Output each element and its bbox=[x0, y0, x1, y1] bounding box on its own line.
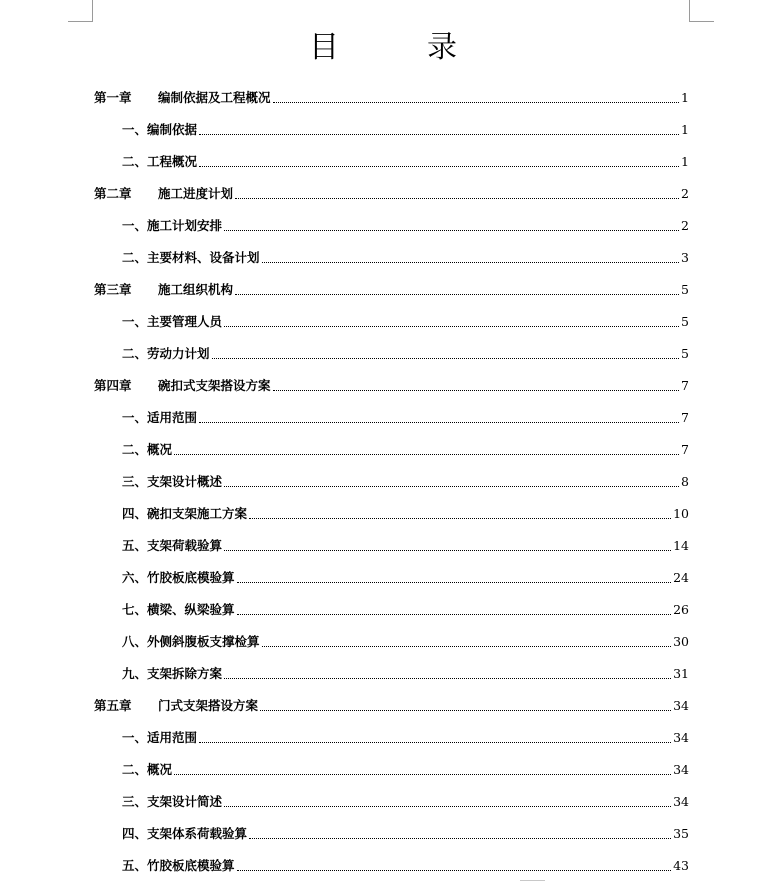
toc-section-entry[interactable] bbox=[122, 504, 689, 524]
toc-title-char: 目 bbox=[309, 30, 339, 65]
toc-page-number: 2 bbox=[681, 218, 689, 233]
toc-dot-leader bbox=[237, 869, 672, 871]
toc-section-entry[interactable] bbox=[122, 664, 689, 684]
toc-page-number: 5 bbox=[681, 346, 689, 361]
toc-chapter-number: 第五章 bbox=[94, 698, 132, 713]
crop-mark-top-left bbox=[92, 0, 93, 22]
toc-title-char: 录 bbox=[427, 30, 457, 65]
toc-dot-leader bbox=[237, 613, 672, 615]
toc-entry-title: 四、碗扣支架施工方案 bbox=[122, 506, 248, 521]
toc-chapter-entry[interactable] bbox=[94, 376, 689, 396]
toc-entry-title: 碗扣式支架搭设方案 bbox=[158, 378, 271, 393]
toc-entry-title: 一、施工计划安排 bbox=[122, 218, 223, 233]
toc-dot-leader bbox=[235, 197, 679, 199]
toc-dot-leader bbox=[199, 741, 671, 743]
toc-entry-title: 七、横梁、纵梁验算 bbox=[122, 602, 235, 617]
toc-entry-title: 五、支架荷载验算 bbox=[122, 538, 223, 553]
toc-section-entry[interactable] bbox=[122, 152, 689, 172]
toc-entry-title: 九、支架拆除方案 bbox=[122, 666, 223, 681]
toc-entry-title: 三、支架设计概述 bbox=[122, 474, 223, 489]
toc-page-number: 2 bbox=[681, 186, 689, 201]
toc-section-entry[interactable] bbox=[122, 568, 689, 588]
toc-section-entry[interactable] bbox=[122, 856, 689, 876]
toc-dot-leader bbox=[199, 133, 679, 135]
toc-section-entry[interactable] bbox=[122, 760, 689, 780]
toc-entry-title: 一、编制依据 bbox=[122, 122, 198, 137]
toc-page-number: 7 bbox=[681, 410, 689, 425]
toc-dot-leader bbox=[212, 357, 680, 359]
toc-chapter-number: 第一章 bbox=[94, 90, 132, 105]
toc-section-entry[interactable] bbox=[122, 120, 689, 140]
toc-entry-title: 一、适用范围 bbox=[122, 730, 198, 745]
toc-page-number: 31 bbox=[673, 666, 689, 681]
toc-chapter-entry[interactable] bbox=[94, 184, 689, 204]
toc-page-number: 43 bbox=[673, 858, 689, 873]
toc-entry-title: 一、适用范围 bbox=[122, 410, 198, 425]
toc-dot-leader bbox=[262, 645, 672, 647]
toc-page-number: 5 bbox=[681, 282, 689, 297]
toc-entry-title: 施工组织机构 bbox=[158, 282, 234, 297]
toc-page-number: 1 bbox=[681, 90, 689, 105]
toc-entry-title: 二、工程概况 bbox=[122, 154, 198, 169]
toc-chapter-entry[interactable] bbox=[94, 280, 689, 300]
toc-dot-leader bbox=[262, 261, 680, 263]
toc-entry-title: 二、劳动力计划 bbox=[122, 346, 210, 361]
toc-section-entry[interactable] bbox=[122, 408, 689, 428]
toc-entry-title: 五、竹胶板底模验算 bbox=[122, 858, 235, 873]
toc-page-number: 24 bbox=[673, 570, 689, 585]
toc-section-entry[interactable] bbox=[122, 216, 689, 236]
toc-section-entry[interactable] bbox=[122, 728, 689, 748]
toc-section-entry[interactable] bbox=[122, 824, 689, 844]
toc-dot-leader bbox=[273, 389, 680, 391]
toc-page-number: 7 bbox=[681, 442, 689, 457]
toc-entry-title: 二、概况 bbox=[122, 762, 173, 777]
toc-section-entry[interactable] bbox=[122, 792, 689, 812]
toc-chapter-entry[interactable] bbox=[94, 696, 689, 716]
toc-page-number: 3 bbox=[681, 250, 689, 265]
toc-dot-leader bbox=[235, 293, 679, 295]
toc-dot-leader bbox=[199, 421, 679, 423]
toc-section-entry[interactable] bbox=[122, 312, 689, 332]
toc-section-entry[interactable] bbox=[122, 440, 689, 460]
toc-page-number: 10 bbox=[673, 506, 689, 521]
toc-chapter-number: 第三章 bbox=[94, 282, 132, 297]
toc-entry-title: 编制依据及工程概况 bbox=[158, 90, 271, 105]
toc-page-number: 34 bbox=[673, 698, 689, 713]
toc-entry-title: 四、支架体系荷载验算 bbox=[122, 826, 248, 841]
toc-dot-leader bbox=[224, 549, 671, 551]
crop-mark-top-right bbox=[689, 0, 690, 22]
toc-section-entry[interactable] bbox=[122, 472, 689, 492]
toc-page-number: 14 bbox=[673, 538, 689, 553]
toc-dot-leader bbox=[260, 709, 671, 711]
toc-chapter-entry[interactable] bbox=[94, 88, 689, 108]
toc-page-number: 1 bbox=[681, 122, 689, 137]
toc-page-number: 35 bbox=[673, 826, 689, 841]
toc-page-number: 34 bbox=[673, 730, 689, 745]
toc-dot-leader bbox=[174, 453, 679, 455]
toc-dot-leader bbox=[273, 101, 680, 103]
toc-entry-title: 六、竹胶板底模验算 bbox=[122, 570, 235, 585]
toc-entry-title: 一、主要管理人员 bbox=[122, 314, 223, 329]
toc-dot-leader bbox=[224, 229, 679, 231]
toc-entry-title: 八、外侧斜腹板支撑检算 bbox=[122, 634, 260, 649]
toc-entry-title: 二、主要材料、设备计划 bbox=[122, 250, 260, 265]
toc-dot-leader bbox=[249, 517, 671, 519]
toc-page-number: 26 bbox=[673, 602, 689, 617]
toc-page-number: 1 bbox=[681, 154, 689, 169]
toc-dot-leader bbox=[224, 677, 671, 679]
toc-page-number: 30 bbox=[673, 634, 689, 649]
crop-mark-bottom bbox=[520, 880, 545, 881]
toc-section-entry[interactable] bbox=[122, 632, 689, 652]
toc-section-entry[interactable] bbox=[122, 248, 689, 268]
toc-section-entry[interactable] bbox=[122, 536, 689, 556]
toc-dot-leader bbox=[224, 805, 671, 807]
toc-dot-leader bbox=[224, 485, 679, 487]
toc-entry-title: 三、支架设计简述 bbox=[122, 794, 223, 809]
toc-entry-title: 二、概况 bbox=[122, 442, 173, 457]
toc-entry-title: 施工进度计划 bbox=[158, 186, 234, 201]
toc-chapter-number: 第二章 bbox=[94, 186, 132, 201]
toc-dot-leader bbox=[199, 165, 679, 167]
toc-section-entry[interactable] bbox=[122, 600, 689, 620]
toc-page-number: 8 bbox=[681, 474, 689, 489]
toc-dot-leader bbox=[224, 325, 679, 327]
toc-section-entry[interactable] bbox=[122, 344, 689, 364]
toc-entry-title: 门式支架搭设方案 bbox=[158, 698, 259, 713]
toc-chapter-number: 第四章 bbox=[94, 378, 132, 393]
toc-page-number: 34 bbox=[673, 762, 689, 777]
toc-page-number: 7 bbox=[681, 378, 689, 393]
toc-page-number: 34 bbox=[673, 794, 689, 809]
toc-dot-leader bbox=[249, 837, 671, 839]
toc-dot-leader bbox=[174, 773, 671, 775]
toc-dot-leader bbox=[237, 581, 672, 583]
toc-page-number: 5 bbox=[681, 314, 689, 329]
toc-title bbox=[0, 22, 766, 66]
